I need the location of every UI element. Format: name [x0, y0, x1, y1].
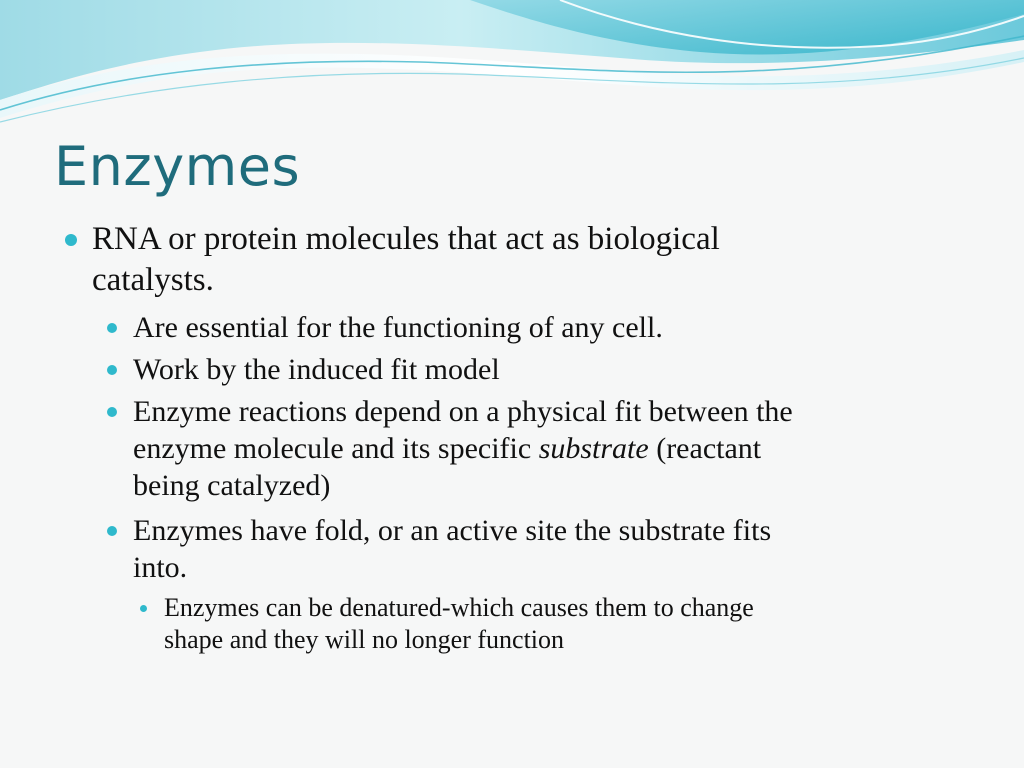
bullet-text-line: RNA or protein molecules that act as biological — [92, 221, 720, 257]
bullet-text-line: being catalyzed) — [133, 469, 331, 502]
bullet-text-line: Are essential for the functioning of any cell. — [133, 311, 663, 344]
bullet-dot-icon — [107, 526, 117, 536]
wave-header-decoration — [0, 0, 1024, 130]
bullet-level2-essential — [0, 309, 993, 346]
bullet-text-line: catalysts. — [92, 262, 214, 298]
bullet-level2-induced-fit — [0, 351, 993, 388]
bullet-dot-icon — [107, 323, 117, 333]
bullet-text-segment: (reactant — [648, 432, 762, 465]
bullet-text-line: into. — [133, 551, 188, 584]
bullet-dot-icon — [65, 234, 77, 246]
bullet-text-line: shape and they will no longer function — [164, 625, 565, 654]
bullet-level2-physical-fit — [0, 393, 993, 504]
bullet-level1-definition — [0, 219, 952, 301]
slide-content — [0, 219, 1024, 656]
slide-title: Enzymes — [54, 135, 301, 198]
bullet-text-line — [133, 430, 993, 467]
bullet-dot-icon — [140, 605, 147, 612]
bullet-text-line: Enzyme reactions depend on a physical fit between the — [133, 395, 793, 428]
bullet-text-line: Work by the induced fit model — [133, 353, 500, 386]
bullet-level3-denatured — [0, 592, 924, 656]
bullet-dot-icon — [107, 365, 117, 375]
bullet-text-line: Enzymes have fold, or an active site the substrate fits — [133, 514, 772, 547]
substrate-emphasis: substrate — [538, 432, 649, 465]
bullet-text-line: Enzymes can be denatured-which causes them to change — [164, 593, 754, 622]
bullet-dot-icon — [107, 407, 117, 417]
wave-light-band — [0, 50, 1024, 118]
bullet-text-segment: enzyme molecule and its specific — [133, 432, 539, 465]
bullet-level2-active-site — [0, 512, 993, 586]
